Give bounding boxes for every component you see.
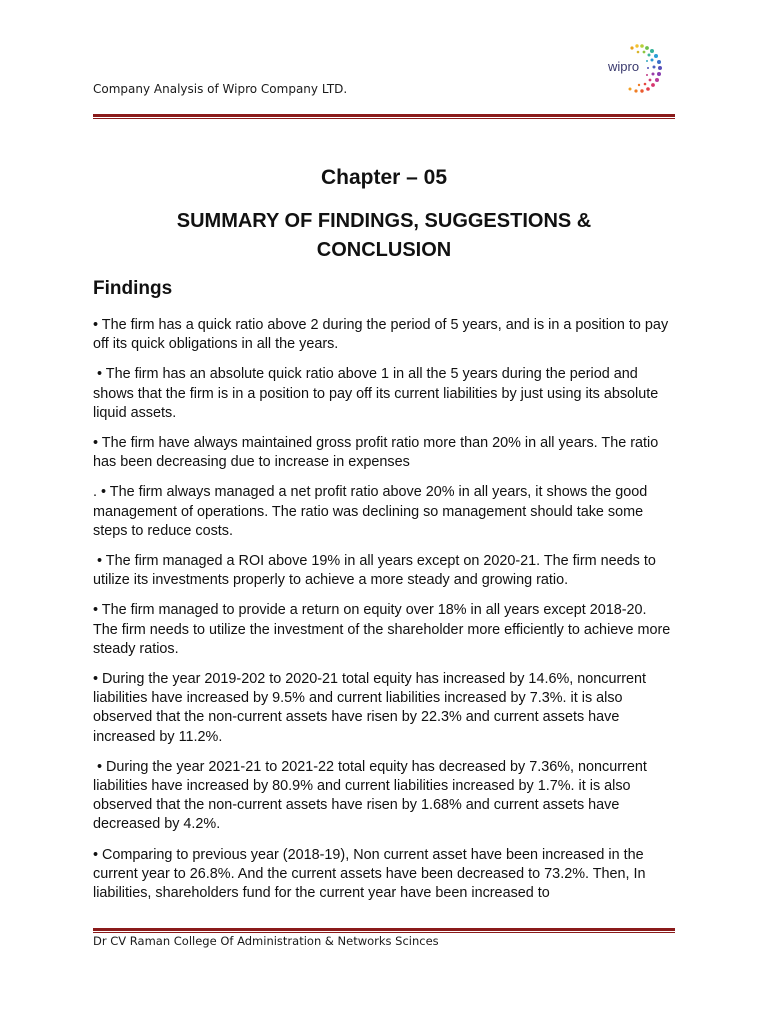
finding-item: • Comparing to previous year (2018-19), Non current asset have been increased in the current year to 26.8%. And the current assets have been decreased to 73.2%. Then, In liabilities, shareholders fund for the current year have been increased to xyxy=(93,846,646,902)
page-title-line-1: SUMMARY OF FINDINGS, SUGGESTIONS & xyxy=(176,210,592,232)
finding-item: • The firm has a quick ratio above 2 during the period of 5 years, and is in a position to pay off its quick obligations in all the years. xyxy=(93,317,669,353)
page-title xyxy=(93,207,675,265)
wipro-logo xyxy=(600,40,670,98)
finding-item: • During the year 2019-202 to 2020-21 total equity has increased by 14.6%, noncurrent liabilities have increased by 9.5% and current liabilities increased by 7.3%. it is also observed that the non-current assets have risen by 22.3% and current assets have increased by 11.2%. xyxy=(93,671,647,745)
finding-item: • The firm has an absolute quick ratio above 1 in all the 5 years during the period and shows that the firm is in a position to pay off its current liabilities by just using its absolute liquid assets. xyxy=(93,366,663,421)
finding-item: . • The firm always managed a net profit ratio above 20% in all years, it shows the good management of operations. The ratio was declining so management should take some steps to reduce costs. xyxy=(93,484,648,539)
header-divider xyxy=(93,114,675,119)
finding-item: • During the year 2021-21 to 2021-22 total equity has decreased by 7.36%, noncurrent liabilities have increased by 80.9% and current liabilities increased by 1.7%. it is also observed that the non-current assets have risen by 1.68% and current assets have decreased by 4.2%. xyxy=(93,758,651,833)
findings-heading: Findings xyxy=(93,278,173,299)
footer-text: Dr CV Raman College Of Administration & Networks Scinces xyxy=(93,934,439,948)
header-title: Company Analysis of Wipro Company LTD. xyxy=(93,82,348,96)
finding-item: • The firm managed to provide a return on equity over 18% in all years except 2018-20. The firm needs to utilize the investment of the shareholder more efficiently to achieve more steady ratios. xyxy=(93,602,671,657)
wipro-logo-icon xyxy=(600,40,670,98)
page-title-line-2: CONCLUSION xyxy=(316,239,452,261)
finding-item: • The firm managed a ROI above 19% in all years except on 2020-21. The firm needs to utilize its investments properly to achieve a more steady and growing ratio. xyxy=(93,553,660,589)
findings-list xyxy=(93,316,675,914)
finding-item: • The firm have always maintained gross profit ratio more than 20% in all years. The ratio has been decreasing due to increase in expenses xyxy=(93,435,659,471)
footer-divider xyxy=(93,928,675,933)
svg-text:wipro: wipro xyxy=(608,59,640,74)
chapter-label: Chapter – 05 xyxy=(320,166,448,189)
